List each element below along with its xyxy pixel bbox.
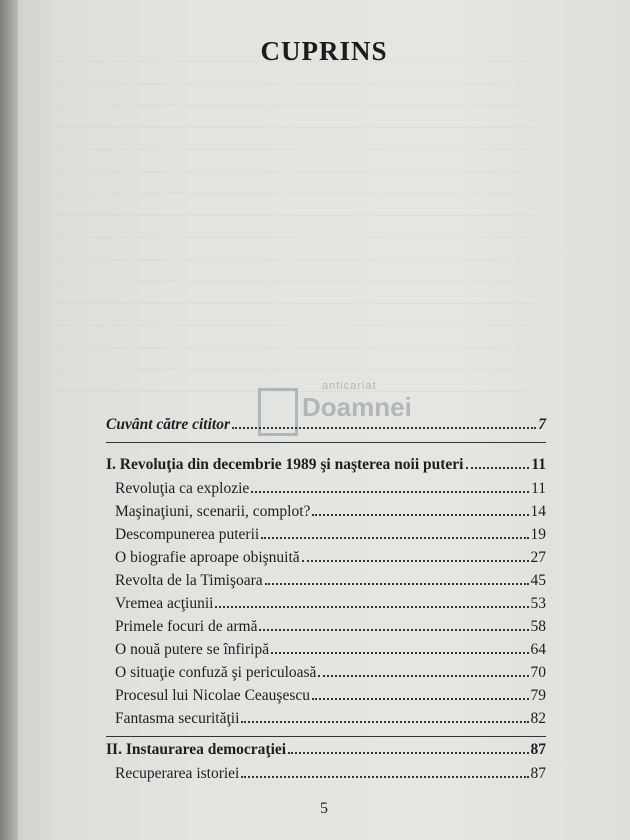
dot-leader: [265, 583, 529, 585]
toc-chapter: [106, 456, 546, 474]
page-title: CUPRINS: [260, 36, 388, 66]
toc-item-page: 14: [530, 503, 546, 520]
toc-item: [115, 572, 546, 590]
watermark-main-text: Doamnei: [302, 392, 412, 422]
book-page: [18, 0, 630, 840]
toc-entry-intro: [106, 416, 546, 434]
dot-leader: [288, 752, 528, 754]
toc-item-label: Procesul lui Nicolae Ceauşescu: [115, 687, 310, 704]
toc-item: [115, 687, 546, 705]
toc-chapter-page: 87: [530, 741, 546, 758]
dot-leader: [271, 652, 528, 654]
dot-leader: [215, 606, 528, 608]
toc-chapter-label: II. Instaurarea democraţiei: [106, 741, 287, 758]
dot-leader: [259, 629, 528, 631]
toc-chapter-page: 11: [531, 456, 546, 473]
dot-leader: [312, 514, 528, 516]
toc-entry-page: 7: [538, 416, 546, 433]
toc-item: [115, 664, 546, 682]
toc-item-label: Recuperarea istoriei: [115, 765, 240, 782]
toc-item-label: Fantasma securităţii: [115, 710, 240, 727]
divider: [106, 736, 546, 737]
toc-item-page: 82: [530, 710, 546, 727]
toc-item: [115, 549, 546, 567]
toc-item-label: Descompunerea puterii: [115, 526, 260, 543]
toc-item-page: 70: [530, 664, 546, 681]
dot-leader: [251, 491, 529, 493]
dot-leader: [261, 537, 528, 539]
dot-leader: [241, 776, 528, 778]
toc-item-label: O situaţie confuză şi periculoasă: [115, 664, 317, 681]
toc-item-label: Revolta de la Timişoara: [115, 572, 263, 589]
dot-leader: [232, 427, 536, 429]
toc-item-page: 45: [530, 572, 546, 589]
toc-item: [115, 526, 546, 544]
toc-item-label: O biografie aproape obişnuită: [115, 549, 300, 566]
toc-item: [115, 618, 546, 636]
watermark-top-text: anticariat: [322, 380, 377, 392]
toc-chapter: [106, 741, 546, 759]
divider: [106, 442, 546, 443]
toc-item: [115, 710, 546, 728]
dot-leader: [302, 560, 529, 562]
toc-item: [115, 595, 546, 613]
page-number: 5: [320, 800, 328, 817]
toc-item-label: Revoluţia ca explozie: [115, 480, 250, 497]
dot-leader: [318, 675, 528, 677]
toc-item-page: 19: [530, 526, 546, 543]
toc-item: [115, 503, 546, 521]
dot-leader: [241, 721, 528, 723]
toc-chapter-label: I. Revoluţia din decembrie 1989 şi naşterea noii puteri: [106, 456, 464, 473]
toc-item-page: 27: [530, 549, 546, 566]
toc-item: [115, 480, 546, 498]
toc-item-page: 64: [530, 641, 546, 658]
watermark-logo: [258, 380, 448, 450]
toc-item-label: Maşinaţiuni, scenarii, complot?: [115, 503, 311, 520]
dot-leader: [312, 698, 529, 700]
toc-item-page: 79: [530, 687, 546, 704]
dot-leader: [466, 467, 530, 469]
toc-entry-label: Cuvânt către cititor: [106, 416, 230, 433]
toc-item-label: Primele focuri de armă: [115, 618, 258, 635]
toc-item-page: 53: [530, 595, 546, 612]
toc-item-label: Vremea acţiunii: [115, 595, 214, 612]
book-spine-shadow: [0, 0, 18, 840]
toc-item: [115, 641, 546, 659]
toc-item-page: 11: [531, 480, 546, 497]
toc-item-page: 58: [530, 618, 546, 635]
toc-item-page: 87: [530, 765, 546, 782]
toc-item: [115, 765, 546, 783]
toc-item-label: O nouă putere se înfiripă: [115, 641, 270, 658]
